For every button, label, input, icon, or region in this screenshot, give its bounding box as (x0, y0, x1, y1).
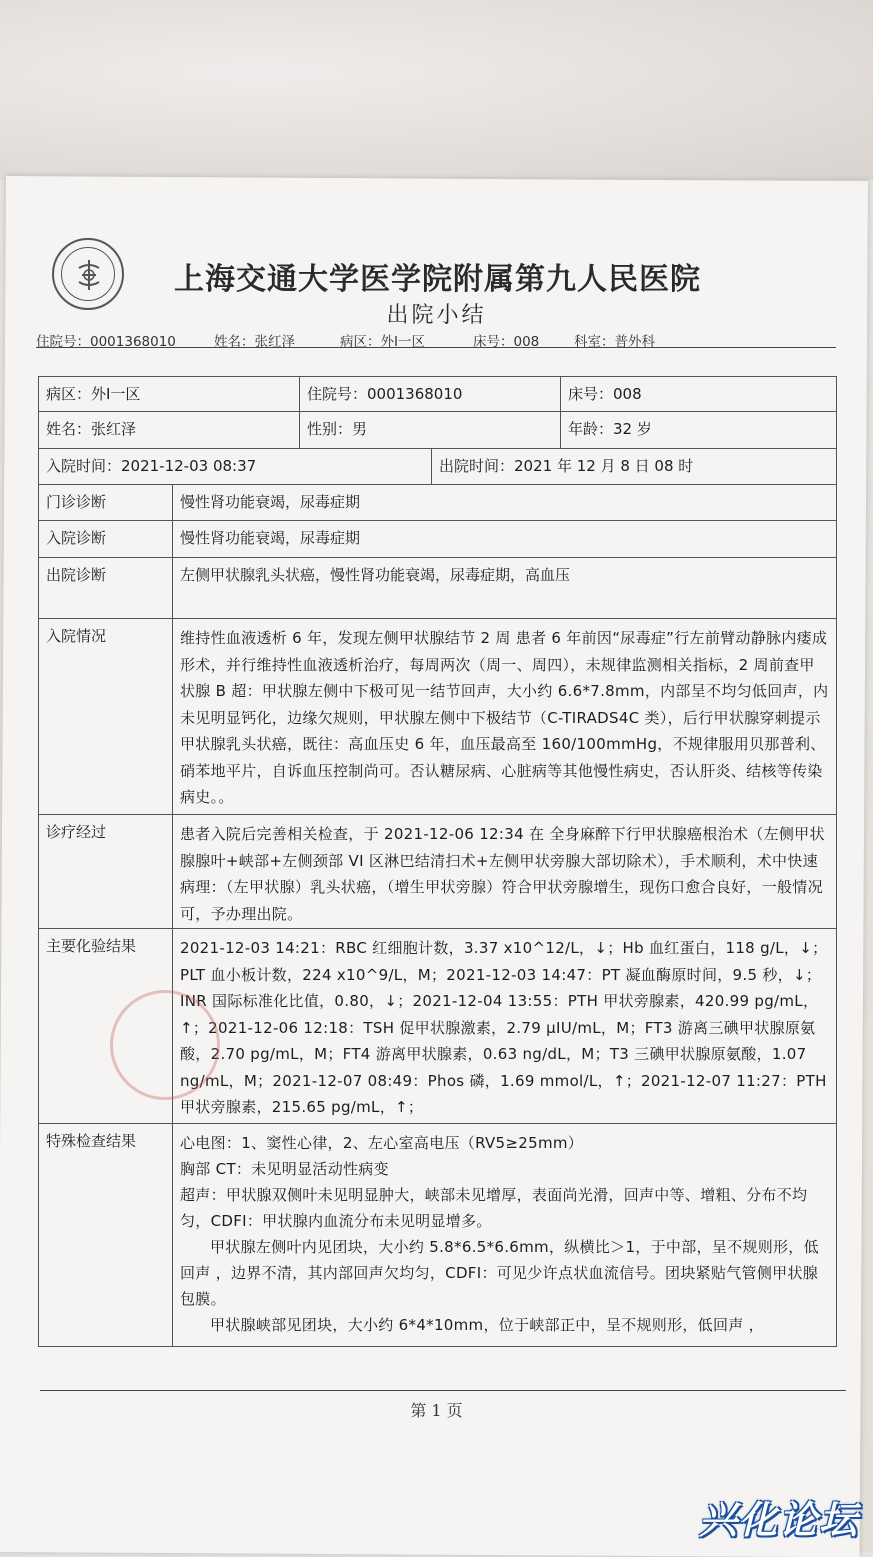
admission-condition-label: 入院情况 (38, 618, 173, 815)
lab-results-label: 主要化验结果 (38, 928, 173, 1124)
header-divider (36, 347, 836, 348)
discharge-diagnosis-value: 左侧甲状腺乳头状癌，慢性肾功能衰竭，尿毒症期，高血压 (172, 557, 837, 619)
exam-chest-ct: 胸部 CT：未见明显活动性病变 (180, 1160, 389, 1178)
header-inpatient-no: 住院号：0001368010 (36, 334, 176, 350)
treatment-course-label: 诊疗经过 (38, 814, 173, 929)
watermark-logo: 兴化论坛 (698, 1498, 859, 1542)
header-dept: 科室：普外科 (574, 334, 655, 350)
discharge-diagnosis-label: 出院诊断 (38, 557, 173, 619)
header-bed: 床号：008 (473, 334, 540, 350)
admission-condition-value: 维持性血液透析 6 年，发现左侧甲状腺结节 2 周 患者 6 年前因“尿毒症”行左前臂动静脉内瘘成形术，并行维持性血液透析治疗，每周两次（周一、周四），未规律监测相关指标，2 周前查甲状腺 B 超：甲状腺左侧中下极可见一结节回声，大小约 6.6*7.8mm，内部呈不均匀低回声，内未见明显钙化，边缘欠规则，甲状腺左侧中下极结节（C-TIRADS4C 类），后行甲状腺穿刺提示甲状腺乳头状癌，既往：高血压史 6 年，血压最高至 160/100mmHg，不规律服用贝那普利、硝苯地平片，自诉血压控制尚可。否认糖尿病、心脏病等其他慢性病史，否认肝炎、结核等传染病史。。 (172, 618, 837, 815)
admission-diagnosis-label: 入院诊断 (38, 520, 173, 558)
info-age: 年龄：32 岁 (560, 411, 837, 449)
exam-ecg: 心电图：1、窦性心律，2、左心室高电压（RV5≥25mm） (180, 1134, 584, 1152)
page-number: 第 1 页 (410, 1401, 463, 1420)
outpatient-diagnosis-label: 门诊诊断 (38, 484, 173, 521)
outpatient-diagnosis-value: 慢性肾功能衰竭，尿毒症期 (172, 484, 837, 521)
info-inpatient-no: 住院号：0001368010 (299, 376, 561, 412)
hospital-name: 上海交通大学医学院附属第九人民医院 (174, 262, 701, 297)
info-admit-time: 入院时间：2021-12-03 08:37 (38, 448, 432, 485)
footer-divider (40, 1390, 846, 1391)
header-name: 姓名：张红泽 (214, 334, 295, 350)
document-title: 出院小结 (386, 303, 487, 328)
exam-ultrasound: 超声：甲状腺双侧叶未见明显肿大，峡部未见增厚，表面尚光滑，回声中等、增粗、分布不均匀，CDFI：甲状腺内血流分布未见明显增多。 (180, 1186, 808, 1230)
header-ward: 病区：外Ⅰ一区 (340, 334, 425, 350)
info-gender: 性别：男 (299, 411, 561, 449)
admission-diagnosis-value: 慢性肾功能衰竭，尿毒症期 (172, 520, 837, 558)
info-name: 姓名：张红泽 (38, 411, 300, 449)
background-bedding (0, 0, 873, 180)
info-discharge-time: 出院时间：2021 年 12 月 8 日 08 时 (431, 448, 837, 485)
special-exam-label: 特殊检查结果 (38, 1123, 173, 1347)
exam-left-lobe-mass: 甲状腺左侧叶内见团块，大小约 5.8*6.5*6.6mm，纵横比＞1，于中部，呈不规则形，低回声 ，边界不清，其内部回声欠均匀，CDFI：可见少许点状血流信号。团块紧贴气管侧甲状腺包膜。 (180, 1238, 819, 1308)
special-exam-value (172, 1123, 837, 1347)
info-ward: 病区：外Ⅰ一区 (38, 376, 300, 412)
info-bed: 床号：008 (560, 376, 837, 412)
faded-stamp (110, 990, 220, 1100)
treatment-course-value: 患者入院后完善相关检查，于 2021-12-06 12:34 在 全身麻醉下行甲状腺癌根治术（左侧甲状腺腺叶+峡部+左侧颈部 VI 区淋巴结清扫术+左侧甲状旁腺大部切除术），手术顺利，术中快速病理：（左甲状腺）乳头状癌，（增生甲状旁腺）符合甲状旁腺增生，现伤口愈合良好，一般情况可，予办理出院。 (172, 814, 837, 929)
logo-emblem-icon (74, 258, 104, 292)
exam-isthmus-mass: 甲状腺峡部见团块，大小约 6*4*10mm，位于峡部正中，呈不规则形，低回声 ， (210, 1316, 764, 1334)
lab-results-value: 2021-12-03 14:21：RBC 红细胞计数，3.37 x10^12/L，↓；Hb 血红蛋白，118 g/L，↓；PLT 血小板计数，224 x10^9/L，M；2021-12-03 14:47：PT 凝血酶原时间，9.5 秒，↓；INR 国际标准化比值，0.80，↓；2021-12-04 13:55：PTH 甲状旁腺素，420.99 pg/mL，↑；2021-12-06 12:18：TSH 促甲状腺激素，2.79 μIU/mL，M；FT3 游离三碘甲状腺原氨酸，2.70 pg/mL，M；FT4 游离甲状腺素，0.63 ng/dL，M；T3 三碘甲状腺原氨酸，1.07 ng/mL，M；2021-12-07 08:49：Phos 磷，1.69 mmol/L，↑；2021-12-07 11:27：PTH 甲状旁腺素，215.65 pg/mL，↑； (172, 928, 837, 1124)
